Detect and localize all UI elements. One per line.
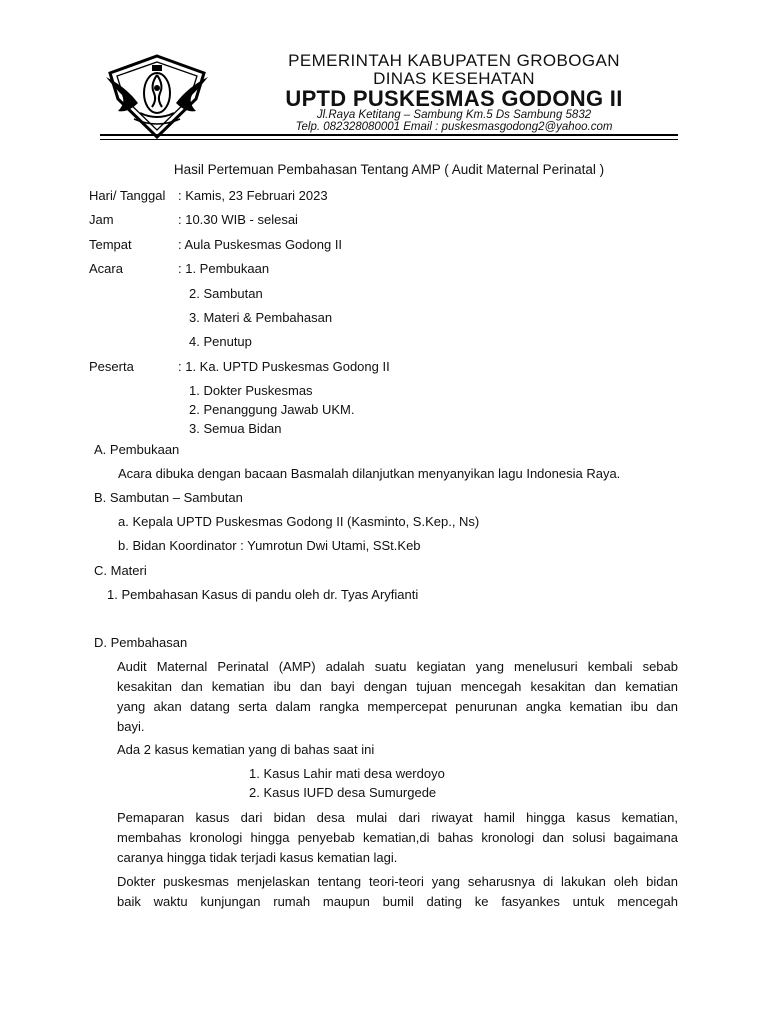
section-d-paragraph-line: yang akan datang serta dalam rangka mempercepat penurunan angka kematian ibu dan — [117, 699, 678, 714]
case-item: 2. Kasus IUFD desa Sumurgede — [249, 785, 437, 800]
section-d-paragraph-line: membahas kronologi hingga penyebab kematian,di bahas kronologi dan solusi bagaimana — [117, 830, 678, 845]
section-c-heading: C. Materi — [94, 563, 147, 578]
section-b-item: b. Bidan Koordinator : Yumrotun Dwi Utami, SSt.Keb — [118, 538, 421, 553]
letterhead-divider — [100, 134, 678, 136]
letterhead-department: DINAS KESEHATAN — [373, 69, 535, 88]
letterhead-government: PEMERINTAH KABUPATEN GROBOGAN — [288, 51, 620, 70]
participant-item: 1. Dokter Puskesmas — [189, 383, 313, 398]
agenda-item: 3. Materi & Pembahasan — [189, 310, 333, 325]
section-d-heading: D. Pembahasan — [94, 635, 188, 650]
letterhead-institution: UPTD PUSKESMAS GODONG II — [285, 86, 623, 111]
section-d-paragraph-line: baik waktu kunjungan rumah maupun bumil dating ke fasyankes untuk mencegah — [117, 894, 678, 909]
participants-label: Peserta — [89, 359, 134, 374]
section-b-heading: B. Sambutan – Sambutan — [94, 490, 243, 505]
section-d-paragraph-line: Audit Maternal Perinatal (AMP) adalah suatu kegiatan yang menelusuri kembali sebab — [117, 659, 678, 674]
agenda-item: : 1. Pembukaan — [178, 261, 270, 276]
section-d-paragraph-line: Dokter puskesmas menjelaskan tentang teori-teori yang seharusnya di lakukan oleh bidan — [117, 874, 678, 889]
letterhead-address: Jl.Raya Ketitang – Sambung Km.5 Ds Sambung 5832 — [316, 109, 592, 121]
agenda-label: Acara — [89, 261, 123, 276]
day-label: Hari/ Tanggal — [89, 188, 166, 203]
document-title: Hasil Pertemuan Pembahasan Tentang AMP ( Audit Maternal Perinatal ) — [173, 162, 605, 177]
case-item: 1. Kasus Lahir mati desa werdoyo — [249, 766, 445, 781]
section-b-item: a. Kepala UPTD Puskesmas Godong II (Kasminto, S.Kep., Ns) — [118, 514, 480, 529]
participant-item: : 1. Ka. UPTD Puskesmas Godong II — [178, 359, 390, 374]
section-d-paragraph-line: bayi. — [117, 719, 145, 734]
section-a-heading: A. Pembukaan — [94, 442, 180, 457]
agenda-item: 2. Sambutan — [189, 286, 263, 301]
letterhead-contact: Telp. 082328080001 Email : puskesmasgodong2@yahoo.com — [295, 121, 613, 133]
section-d-paragraph-line: caranya hingga tidak terjadi kasus kematian lagi. — [117, 850, 398, 865]
time-label: Jam — [89, 212, 114, 227]
letterhead-divider-thin — [100, 139, 678, 140]
place-label: Tempat — [89, 237, 132, 252]
place-value: : Aula Puskesmas Godong II — [178, 237, 343, 252]
participant-item: 2. Penanggung Jawab UKM. — [189, 402, 355, 417]
agenda-item: 4. Penutup — [189, 334, 252, 349]
day-value: : Kamis, 23 Februari 2023 — [178, 188, 328, 203]
section-a-text: Acara dibuka dengan bacaan Basmalah dilanjutkan menyanyikan lagu Indonesia Raya. — [118, 466, 621, 481]
section-d-paragraph-line: Pemaparan kasus dari bidan desa mulai dari riwayat hamil hingga kasus kematian, — [117, 810, 678, 825]
section-d-paragraph-line: kesakitan dan kematian ibu dan bayi dengan tujuan mencegah kesakitan dan kematian — [117, 679, 678, 694]
regency-crest-icon — [104, 53, 210, 139]
time-value: : 10.30 WIB - selesai — [178, 212, 298, 227]
section-d-cases-intro: Ada 2 kasus kematian yang di bahas saat ini — [117, 742, 375, 757]
section-c-item: 1. Pembahasan Kasus di pandu oleh dr. Tyas Aryfianti — [107, 587, 419, 602]
participant-item: 3. Semua Bidan — [189, 421, 282, 436]
